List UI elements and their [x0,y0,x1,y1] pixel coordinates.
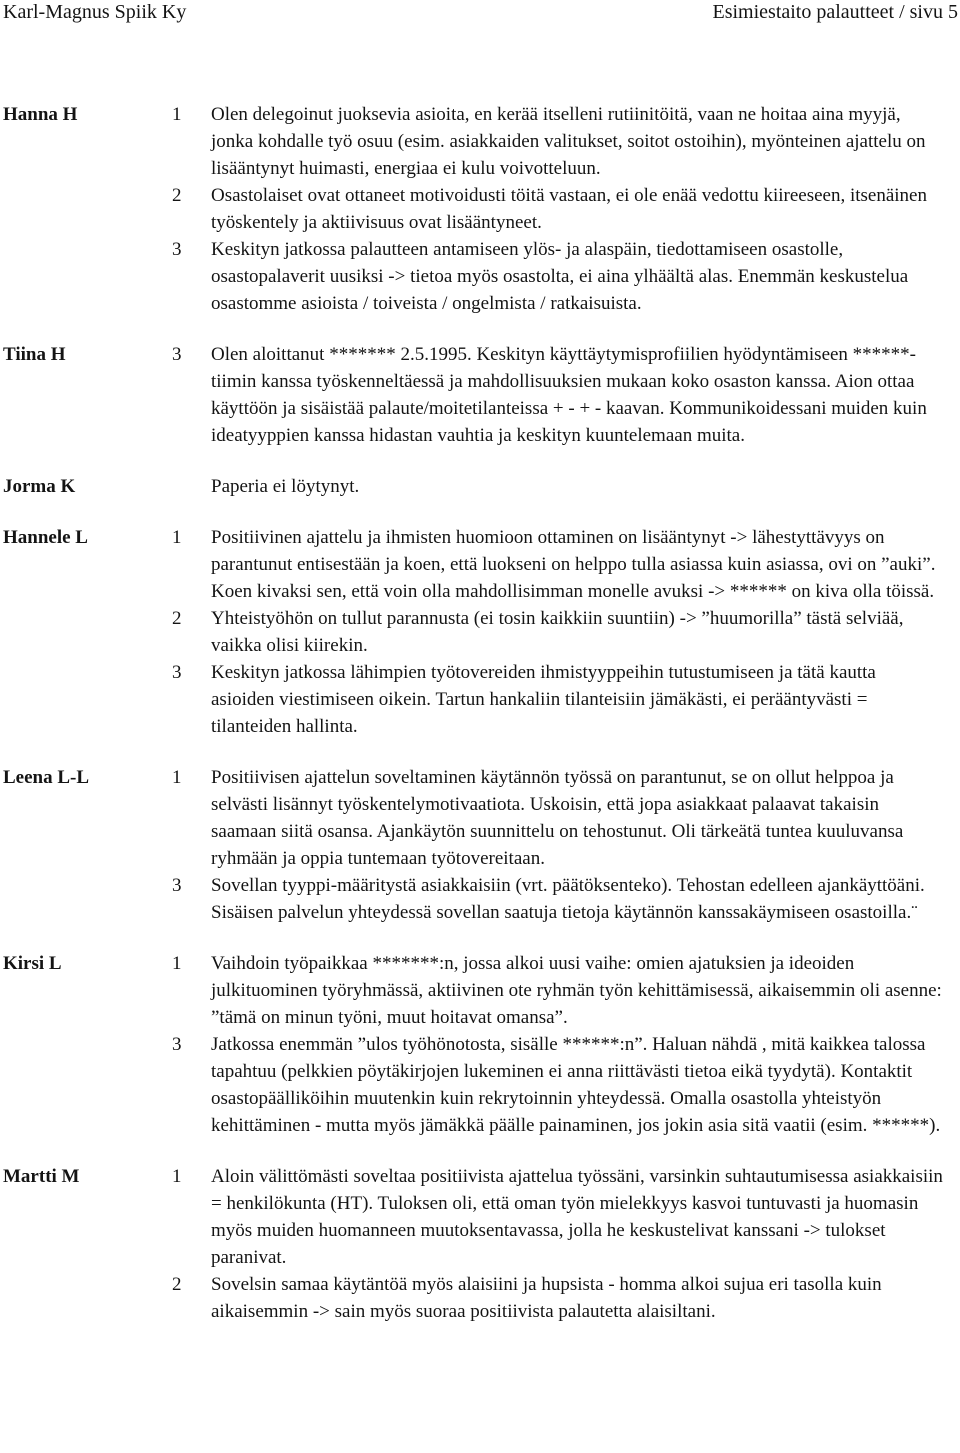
feedback-list [0,101,960,1349]
feedback-item [0,1031,960,1139]
item-number: 3 [172,239,182,260]
header-page-title: Esimiestaito palautteet / sivu 5 [712,1,958,23]
feedback-item [0,605,960,659]
feedback-item [0,1163,960,1271]
person-block [0,1163,960,1325]
person-block [0,101,960,317]
feedback-item [0,659,960,740]
person-block [0,473,960,500]
feedback-item [0,341,960,449]
item-text: Positiivinen ajattelu ja ihmisten huomioon ottaminen on lisääntynyt -> lähestyttävyys on parantunut entisestään ja koen, että luokseni on helppo tulla asiassa kuin asiassa, ovi on ”auki”. Koen kivaksi sen, että voin olla mahdollisimman monelle avuksi -> ****** on kiva olla töissä. [211,527,936,602]
item-text: Keskityn jatkossa palautteen antamiseen ylös- ja alaspäin, tiedottamiseen osastolle, osastopalaverit uusiksi -> tietoa myös osastolta, ei aina ylhäältä alas. Enemmän keskustelua osastomme asioista / toiveista / ongelmista / ratkaisuista. [211,239,909,314]
item-number: 1 [172,104,182,125]
item-text: Paperia ei löytynyt. [211,476,360,497]
item-number: 1 [172,767,182,788]
feedback-item [0,101,960,182]
item-text: Sovelsin samaa käytäntöä myös alaisiini ja hupsista - homma alkoi sujua eri tasolla kuin aikaisemmin -> sain myös suoraa positiivista palautetta alaisiltani. [211,1274,882,1322]
feedback-item [0,950,960,1031]
person-name: Tiina H [3,344,66,365]
item-text: Vaihdoin työpaikkaa *******:n, jossa alkoi uusi vaihe: omien ajatuksien ja ideoiden julkituominen työryhmässä, aktiivinen ote ryhmän työn kehittämisessä, aikaisemmin oli asenne: ”tämä on minun työni, muut hoitavat omansa”. [211,953,942,1028]
item-text: Yhteistyöhön on tullut parannusta (ei tosin kaikkiin suuntiin) -> ”huumorilla” tästä selviää, vaikka olisi kiirekin. [211,608,904,656]
item-number: 3 [172,1034,182,1055]
item-text: Olen aloittanut ******* 2.5.1995. Keskityn käyttäytymisprofiilien hyödyntämiseen ******-tiimin kanssa työskenneltäessä ja mahdollisuuksien mukaan koko osaston kanssa. Aion ottaa käyttöön ja sisäistää palaute/moitetilanteissa + - + - kaavan. Kommunikoidessani muiden kuin ideatyyppien kanssa hidastan vauhtia ja keskityn kuuntelemaan muita. [211,344,927,446]
item-number: 1 [172,1166,182,1187]
feedback-item [0,524,960,605]
item-number: 2 [172,608,182,629]
item-number: 3 [172,344,182,365]
item-number: 1 [172,527,182,548]
person-name: Jorma K [3,476,76,497]
item-number: 3 [172,662,182,683]
person-name: Kirsi L [3,953,62,974]
item-number: 2 [172,185,182,206]
item-number: 3 [172,875,182,896]
feedback-item [0,764,960,872]
item-text: Osastolaiset ovat ottaneet motivoidusti töitä vastaan, ei ole enää vedottu kiireeseen, itsenäinen työskentely ja aktiivisuus ovat lisääntyneet. [211,185,927,233]
feedback-item [0,236,960,317]
item-text: Olen delegoinut juoksevia asioita, en kerää itselleni rutiinitöitä, vaan ne hoitaa aina myyjä, jonka kohdalle työ osuu (esim. asiakkaiden valitukset, soitot ostoihin), myönteinen ajattelu on lisääntynyt huimasti, energiaa ei kulu voivotteluun. [211,104,926,179]
person-name: Hannele L [3,527,88,548]
item-text: Jatkossa enemmän ”ulos työhönotosta, sisälle ******:n”. Haluan nähdä , mitä kaikkea talossa tapahtuu (pelkkien pöytäkirjojen lukeminen ei anna riittävästi tietoa eikä tyydytä). Kontaktit osastopäälliköihin muutenkin kuin rekrytoinnin yhteydessä. Omalla osastolla yhteistyön kehittäminen - mutta myös jämäkkä päälle painaminen, jos jokin asia sitä vaatii (esim. ******). [211,1034,941,1136]
feedback-item [0,1271,960,1325]
item-text: Aloin välittömästi soveltaa positiivista ajattelua työssäni, varsinkin suhtautumisessa asiakkaisiin = henkilökunta (HT). Tuloksen oli, että oman työn mielekkyys kasvoi tuntuvasti ja huomasin myös muiden huomanneen muutoksentavassa, jolla he keskustelivat kanssani -> tulokset paranivat. [211,1166,943,1268]
item-number: 1 [172,953,182,974]
item-text: Sovellan tyyppi-määritystä asiakkaisiin (vrt. päätöksenteko). Tehostan edelleen ajankäyttöäni. Sisäisen palvelun yhteydessä sovellan saatuja tietoja käytännön kanssakäymiseen osastoilla.¨ [211,875,925,923]
person-block [0,764,960,926]
item-number: 2 [172,1274,182,1295]
person-name: Martti M [3,1166,80,1187]
item-text: Positiivisen ajattelun soveltaminen käytännön työssä on parantunut, se on ollut helppoa ja selvästi lisännyt työskentelymotivaatiota. Uskoisin, että jopa asiakkaat palaavat takaisin saamaan siitä osansa. Ajankäytön suunnittelu on tehostunut. Oli tärkeätä tuntea kuuluvansa ryhmään ja oppia tuntemaan työtovereitaan. [211,767,904,869]
header-company: Karl-Magnus Spiik Ky [3,1,187,23]
page-header [0,0,960,30]
feedback-item [0,182,960,236]
feedback-item [0,872,960,926]
person-name: Hanna H [3,104,78,125]
person-block [0,950,960,1139]
person-block [0,524,960,740]
person-name: Leena L-L [3,767,90,788]
feedback-item [0,473,960,500]
item-text: Keskityn jatkossa lähimpien työtovereiden ihmistyyppeihin tutustumiseen ja tätä kautta asioiden viestimiseen oikein. Tartun hankaliin tilanteisiin jämäkästi, ei perääntyvästi = tilanteiden hallinta. [211,662,876,737]
person-block [0,341,960,449]
